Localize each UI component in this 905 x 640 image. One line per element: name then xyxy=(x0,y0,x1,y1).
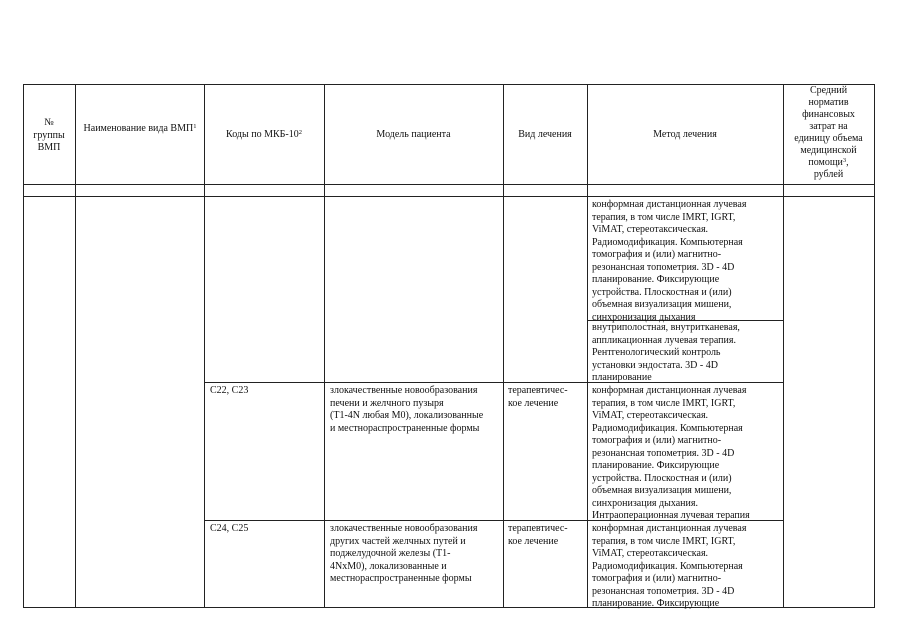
text-line: и местнораспространенные формы xyxy=(330,422,480,434)
text-line: томография и (или) магнитно- xyxy=(592,249,722,260)
header-vmp-type-text: Наименование вида ВМП xyxy=(83,123,194,134)
table-border-left xyxy=(23,84,24,608)
codes-cell-c22: C22, C23 xyxy=(210,385,249,396)
text-line: планирование. Фиксирующие xyxy=(592,460,720,471)
text-line: конформная дистанционная лучевая xyxy=(592,385,747,396)
header-cost-line: финансовых xyxy=(802,109,855,120)
text-line: Радиомодификация. Компьютерная xyxy=(592,560,743,572)
header-cost-line: затрат на xyxy=(809,121,848,132)
method-cell-row2 xyxy=(592,322,780,385)
column-divider-1 xyxy=(75,84,76,608)
footnote-marker: 1 xyxy=(193,123,197,130)
method-cell-c24 xyxy=(592,523,780,611)
text-line: томография и (или) магнитно- xyxy=(592,435,722,446)
text-line: установки эндостата. 3D - 4D xyxy=(592,359,718,371)
method-cell-c22 xyxy=(592,385,780,523)
text-line: терапия, в том числе IMRT, IGRT, xyxy=(592,211,736,223)
spacer-row-divider xyxy=(23,196,874,197)
footnote-marker: 3 xyxy=(842,157,847,164)
text-line: ViMAT, стереотаксическая. xyxy=(592,410,709,421)
text-line: планирование xyxy=(592,372,652,383)
text-line: (T1-4N любая M0), локализованные xyxy=(330,410,484,421)
header-vmp-type xyxy=(80,123,200,136)
text-line: терапия, в том числе IMRT, IGRT, xyxy=(592,535,736,547)
text-line: томография и (или) магнитно- xyxy=(592,573,722,584)
header-patient-model: Модель пациента xyxy=(376,129,451,140)
text-line: синхронизация дыхания xyxy=(592,311,696,323)
text-line: планирование. Фиксирующие xyxy=(592,598,720,609)
model-cell-c24 xyxy=(330,523,502,586)
text-line: Рентгенологический контроль xyxy=(592,347,721,358)
text-line: местнораспространенные формы xyxy=(330,573,472,584)
text-line: конформная дистанционная лучевая xyxy=(592,523,747,534)
text-line: устройства. Плоскостная и (или) xyxy=(592,286,732,298)
text-line: других частей желчных путей и xyxy=(330,535,466,547)
header-cost-line: единицу объема xyxy=(794,133,863,144)
text-line: синхронизация дыхания. xyxy=(592,497,698,509)
header-treatment-method: Метод лечения xyxy=(653,129,717,140)
text-line: кое лечение xyxy=(508,397,559,409)
header-group-number-line: № xyxy=(44,117,54,128)
model-cell-c22 xyxy=(330,385,502,435)
header-cost-line: помощи$^3$, xyxy=(808,157,849,168)
text-line: терапия, в том числе IMRT, IGRT, xyxy=(592,397,736,409)
table-border-right xyxy=(874,84,875,608)
text-line: Радиомодификация. Компьютерная xyxy=(592,422,743,434)
text-line: терапевтичес- xyxy=(508,385,568,396)
header-cost-standard xyxy=(783,85,874,181)
text-line: объемная визуализация мишени, xyxy=(592,485,732,496)
text-line: ViMAT, стереотаксическая. xyxy=(592,548,709,559)
codes-cell-c24: C24, C25 xyxy=(210,523,249,534)
header-icd-codes xyxy=(204,129,324,142)
header-divider xyxy=(23,184,874,185)
text-line: аппликационная лучевая терапия. xyxy=(592,334,736,346)
text-line: кое лечение xyxy=(508,535,559,547)
text-line: устройства. Плоскостная и (или) xyxy=(592,472,732,484)
text-line: резонансная топометрия. 3D - 4D xyxy=(592,261,735,273)
text-line: внутриполостная, внутритканевая, xyxy=(592,322,740,333)
text-line: конформная дистанционная лучевая xyxy=(592,199,747,210)
method-cell-row1 xyxy=(592,199,780,324)
header-cost-line: норматив xyxy=(808,97,849,108)
text-line: Интраоперационная лучевая терапия xyxy=(592,510,750,521)
text-line: злокачественные новообразования xyxy=(330,385,478,396)
column-divider-5 xyxy=(587,84,588,608)
header-treatment-type: Вид лечения xyxy=(518,129,572,140)
table-border-top xyxy=(23,84,874,85)
text-line: объемная визуализация мишени, xyxy=(592,299,732,310)
text-line: резонансная топометрия. 3D - 4D xyxy=(592,447,735,459)
text-line: Радиомодификация. Компьютерная xyxy=(592,236,743,248)
header-icd-codes-text: Коды по МКБ-10 xyxy=(226,129,299,140)
header-cost-text: помощи xyxy=(808,157,843,168)
header-cost-line: рублей xyxy=(813,169,844,180)
column-divider-2 xyxy=(204,84,205,608)
text-line: поджелудочной железы (T1- xyxy=(330,548,451,559)
column-divider-4 xyxy=(503,84,504,608)
header-group-number xyxy=(23,117,75,155)
footnote-marker: 2 xyxy=(298,129,302,136)
text-line: печени и желчного пузыря xyxy=(330,397,444,409)
treatment-cell-c24 xyxy=(508,523,586,548)
text-line: ViMAT, стереотаксическая. xyxy=(592,224,709,235)
text-line: резонансная топометрия. 3D - 4D xyxy=(592,585,735,597)
header-cost-line: медицинской xyxy=(800,145,857,156)
header-group-number-line: группы xyxy=(33,129,65,141)
text-line: терапевтичес- xyxy=(508,523,568,534)
text-line: злокачественные новообразования xyxy=(330,523,478,534)
treatment-cell-c22 xyxy=(508,385,586,410)
text-line: 4NxM0), локализованные и xyxy=(330,560,447,572)
header-cost-line: Средний xyxy=(809,85,848,96)
header-group-number-line: ВМП xyxy=(37,142,61,153)
column-divider-3 xyxy=(324,84,325,608)
text-line: планирование. Фиксирующие xyxy=(592,274,720,285)
